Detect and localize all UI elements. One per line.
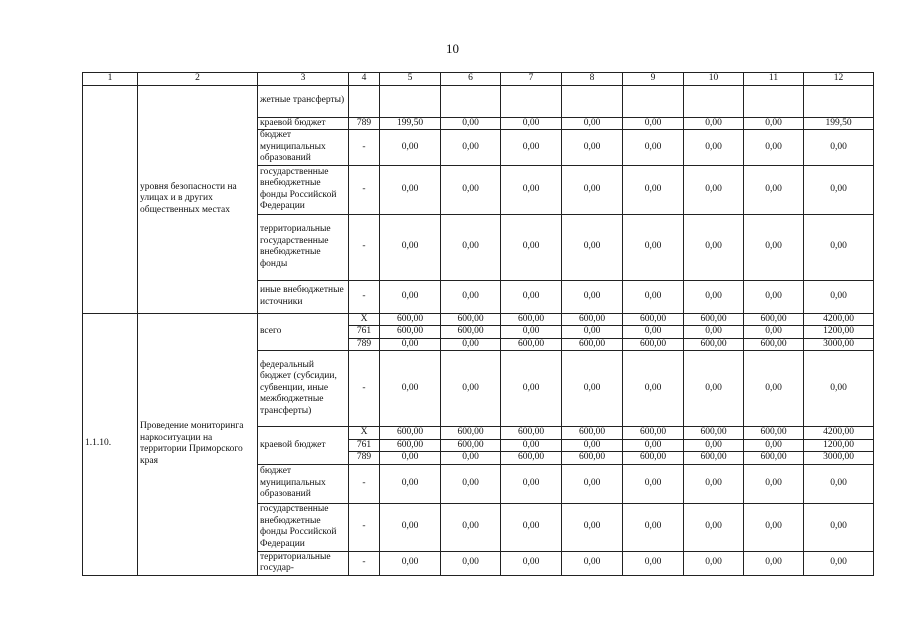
value-cell: 0,00 — [562, 165, 623, 214]
value-cell: 0,00 — [441, 551, 501, 575]
value-cell: 600,00 — [501, 452, 562, 465]
value-cell: 600,00 — [441, 326, 501, 339]
value-cell: 600,00 — [562, 452, 623, 465]
value-cell: 0,00 — [744, 503, 804, 551]
source-cell: всего — [258, 313, 349, 351]
value-cell: 0,00 — [744, 165, 804, 214]
value-cell: 1200,00 — [804, 326, 874, 339]
value-cell: 3000,00 — [804, 338, 874, 351]
value-cell: 0,00 — [623, 439, 684, 452]
source-cell: государственные внебюджетные фонды Российской Федерации — [258, 503, 349, 551]
value-cell: 0,00 — [744, 117, 804, 130]
value-cell: 600,00 — [380, 326, 441, 339]
value-cell: 0,00 — [380, 351, 441, 427]
value-cell: 0,00 — [684, 439, 744, 452]
header-cell: 10 — [684, 73, 744, 86]
value-cell: 0,00 — [562, 214, 623, 280]
value-cell — [623, 85, 684, 117]
value-cell: 0,00 — [804, 280, 874, 313]
value-cell: 0,00 — [804, 214, 874, 280]
value-cell: 0,00 — [562, 326, 623, 339]
value-cell: 0,00 — [744, 439, 804, 452]
value-cell: 600,00 — [562, 313, 623, 326]
value-cell: 3000,00 — [804, 452, 874, 465]
header-cell: 8 — [562, 73, 623, 86]
code-cell: - — [349, 165, 380, 214]
code-cell: - — [349, 551, 380, 575]
value-cell: 0,00 — [380, 165, 441, 214]
value-cell: 0,00 — [501, 439, 562, 452]
code-cell: 789 — [349, 338, 380, 351]
value-cell: 0,00 — [501, 503, 562, 551]
code-cell: X — [349, 427, 380, 440]
value-cell: 0,00 — [441, 165, 501, 214]
value-cell: 0,00 — [744, 551, 804, 575]
value-cell: 600,00 — [562, 338, 623, 351]
value-cell: 0,00 — [562, 551, 623, 575]
value-cell: 0,00 — [441, 503, 501, 551]
value-cell: 0,00 — [684, 551, 744, 575]
code-cell: 761 — [349, 439, 380, 452]
value-cell: 0,00 — [562, 280, 623, 313]
value-cell: 0,00 — [380, 338, 441, 351]
row-name-cell: Проведение мониторинга наркоситуации на территории Приморского края — [138, 313, 258, 575]
value-cell: 600,00 — [380, 439, 441, 452]
header-cell: 1 — [83, 73, 138, 86]
value-cell: 0,00 — [501, 130, 562, 166]
value-cell: 600,00 — [684, 427, 744, 440]
value-cell: 0,00 — [744, 326, 804, 339]
value-cell: 0,00 — [562, 351, 623, 427]
value-cell: 0,00 — [441, 464, 501, 503]
value-cell: 4200,00 — [804, 313, 874, 326]
value-cell: 0,00 — [380, 464, 441, 503]
source-cell: территориальные государ- — [258, 551, 349, 575]
value-cell: 0,00 — [744, 464, 804, 503]
value-cell: 0,00 — [380, 452, 441, 465]
value-cell: 0,00 — [684, 165, 744, 214]
value-cell: 0,00 — [744, 280, 804, 313]
value-cell: 0,00 — [501, 326, 562, 339]
value-cell: 0,00 — [744, 351, 804, 427]
value-cell: 0,00 — [441, 280, 501, 313]
value-cell: 0,00 — [562, 503, 623, 551]
value-cell: 0,00 — [744, 214, 804, 280]
value-cell: 600,00 — [441, 427, 501, 440]
value-cell: 0,00 — [623, 351, 684, 427]
value-cell: 600,00 — [744, 427, 804, 440]
source-cell: бюджет муниципальных образований — [258, 464, 349, 503]
value-cell: 600,00 — [684, 313, 744, 326]
value-cell: 0,00 — [501, 280, 562, 313]
header-cell: 6 — [441, 73, 501, 86]
value-cell: 0,00 — [562, 130, 623, 166]
value-cell: 0,00 — [744, 130, 804, 166]
value-cell: 0,00 — [684, 503, 744, 551]
header-row — [83, 73, 874, 86]
source-cell: жетные трансферты) — [258, 85, 349, 117]
code-cell: - — [349, 280, 380, 313]
value-cell: 0,00 — [441, 130, 501, 166]
value-cell: 600,00 — [623, 452, 684, 465]
header-cell: 3 — [258, 73, 349, 86]
value-cell — [501, 85, 562, 117]
value-cell: 0,00 — [562, 117, 623, 130]
value-cell: 0,00 — [562, 464, 623, 503]
value-cell: 0,00 — [623, 326, 684, 339]
value-cell: 0,00 — [501, 551, 562, 575]
value-cell: 0,00 — [623, 464, 684, 503]
value-cell: 0,00 — [380, 130, 441, 166]
value-cell: 0,00 — [684, 326, 744, 339]
value-cell: 0,00 — [501, 351, 562, 427]
value-cell: 0,00 — [684, 214, 744, 280]
value-cell: 0,00 — [804, 165, 874, 214]
code-cell: X — [349, 313, 380, 326]
header-cell: 4 — [349, 73, 380, 86]
value-cell: 0,00 — [380, 503, 441, 551]
value-cell: 1200,00 — [804, 439, 874, 452]
value-cell: 4200,00 — [804, 427, 874, 440]
value-cell: 0,00 — [501, 117, 562, 130]
value-cell: 600,00 — [684, 338, 744, 351]
value-cell: 0,00 — [684, 464, 744, 503]
value-cell: 600,00 — [623, 338, 684, 351]
value-cell: 600,00 — [744, 452, 804, 465]
value-cell: 0,00 — [380, 214, 441, 280]
value-cell: 0,00 — [441, 452, 501, 465]
value-cell: 600,00 — [441, 313, 501, 326]
budget-table — [82, 72, 874, 576]
source-cell: краевой бюджет — [258, 427, 349, 465]
header-cell: 7 — [501, 73, 562, 86]
value-cell — [562, 85, 623, 117]
value-cell: 0,00 — [441, 338, 501, 351]
value-cell: 600,00 — [380, 427, 441, 440]
value-cell: 0,00 — [623, 214, 684, 280]
code-cell: 761 — [349, 326, 380, 339]
value-cell: 0,00 — [623, 551, 684, 575]
value-cell: 0,00 — [441, 214, 501, 280]
table-row — [83, 85, 874, 117]
value-cell: 0,00 — [623, 130, 684, 166]
code-cell: - — [349, 503, 380, 551]
header-cell: 11 — [744, 73, 804, 86]
row-number-cell — [83, 85, 138, 313]
source-cell: бюджет муниципальных образований — [258, 130, 349, 166]
value-cell: 0,00 — [684, 130, 744, 166]
code-cell: - — [349, 214, 380, 280]
value-cell: 199,50 — [804, 117, 874, 130]
value-cell: 600,00 — [623, 427, 684, 440]
section-b-body — [83, 313, 874, 575]
value-cell: 0,00 — [380, 551, 441, 575]
value-cell: 0,00 — [623, 165, 684, 214]
value-cell: 600,00 — [501, 427, 562, 440]
value-cell: 0,00 — [623, 280, 684, 313]
header-cell: 5 — [380, 73, 441, 86]
value-cell: 0,00 — [684, 351, 744, 427]
value-cell: 600,00 — [744, 338, 804, 351]
source-cell: краевой бюджет — [258, 117, 349, 130]
value-cell: 0,00 — [804, 464, 874, 503]
value-cell — [684, 85, 744, 117]
row-name-cell: уровня безопасности на улицах и в других общественных местах — [138, 85, 258, 313]
value-cell: 600,00 — [380, 313, 441, 326]
code-cell: 789 — [349, 117, 380, 130]
value-cell: 600,00 — [501, 313, 562, 326]
value-cell: 0,00 — [562, 439, 623, 452]
source-cell: иные внебюджетные источники — [258, 280, 349, 313]
value-cell: 0,00 — [684, 280, 744, 313]
row-number-cell: 1.1.10. — [83, 313, 138, 575]
value-cell: 0,00 — [501, 464, 562, 503]
code-cell: 789 — [349, 452, 380, 465]
value-cell: 600,00 — [744, 313, 804, 326]
header-cell: 9 — [623, 73, 684, 86]
value-cell: 0,00 — [804, 503, 874, 551]
table-row — [83, 313, 874, 326]
section-a-body — [83, 85, 874, 313]
code-cell — [349, 85, 380, 117]
value-cell: 0,00 — [441, 351, 501, 427]
value-cell: 600,00 — [441, 439, 501, 452]
value-cell — [804, 85, 874, 117]
value-cell: 0,00 — [804, 351, 874, 427]
value-cell: 0,00 — [623, 503, 684, 551]
value-cell — [380, 85, 441, 117]
value-cell: 600,00 — [623, 313, 684, 326]
value-cell: 199,50 — [380, 117, 441, 130]
code-cell: - — [349, 130, 380, 166]
value-cell — [744, 85, 804, 117]
value-cell — [441, 85, 501, 117]
value-cell: 0,00 — [501, 165, 562, 214]
page-number: 10 — [446, 41, 459, 56]
source-cell: федеральный бюджет (субсидии, субвенции, иные межбюджетные трансферты) — [258, 351, 349, 427]
value-cell: 0,00 — [804, 130, 874, 166]
value-cell: 600,00 — [501, 338, 562, 351]
value-cell: 0,00 — [380, 280, 441, 313]
header-cell: 12 — [804, 73, 874, 86]
code-cell: - — [349, 351, 380, 427]
value-cell: 0,00 — [501, 214, 562, 280]
value-cell: 0,00 — [684, 117, 744, 130]
value-cell: 600,00 — [562, 427, 623, 440]
source-cell: территориальные государственные внебюджетные фонды — [258, 214, 349, 280]
value-cell: 600,00 — [684, 452, 744, 465]
value-cell: 0,00 — [804, 551, 874, 575]
source-cell: государственные внебюджетные фонды Российской Федерации — [258, 165, 349, 214]
value-cell: 0,00 — [441, 117, 501, 130]
code-cell: - — [349, 464, 380, 503]
value-cell: 0,00 — [623, 117, 684, 130]
header-cell: 2 — [138, 73, 258, 86]
